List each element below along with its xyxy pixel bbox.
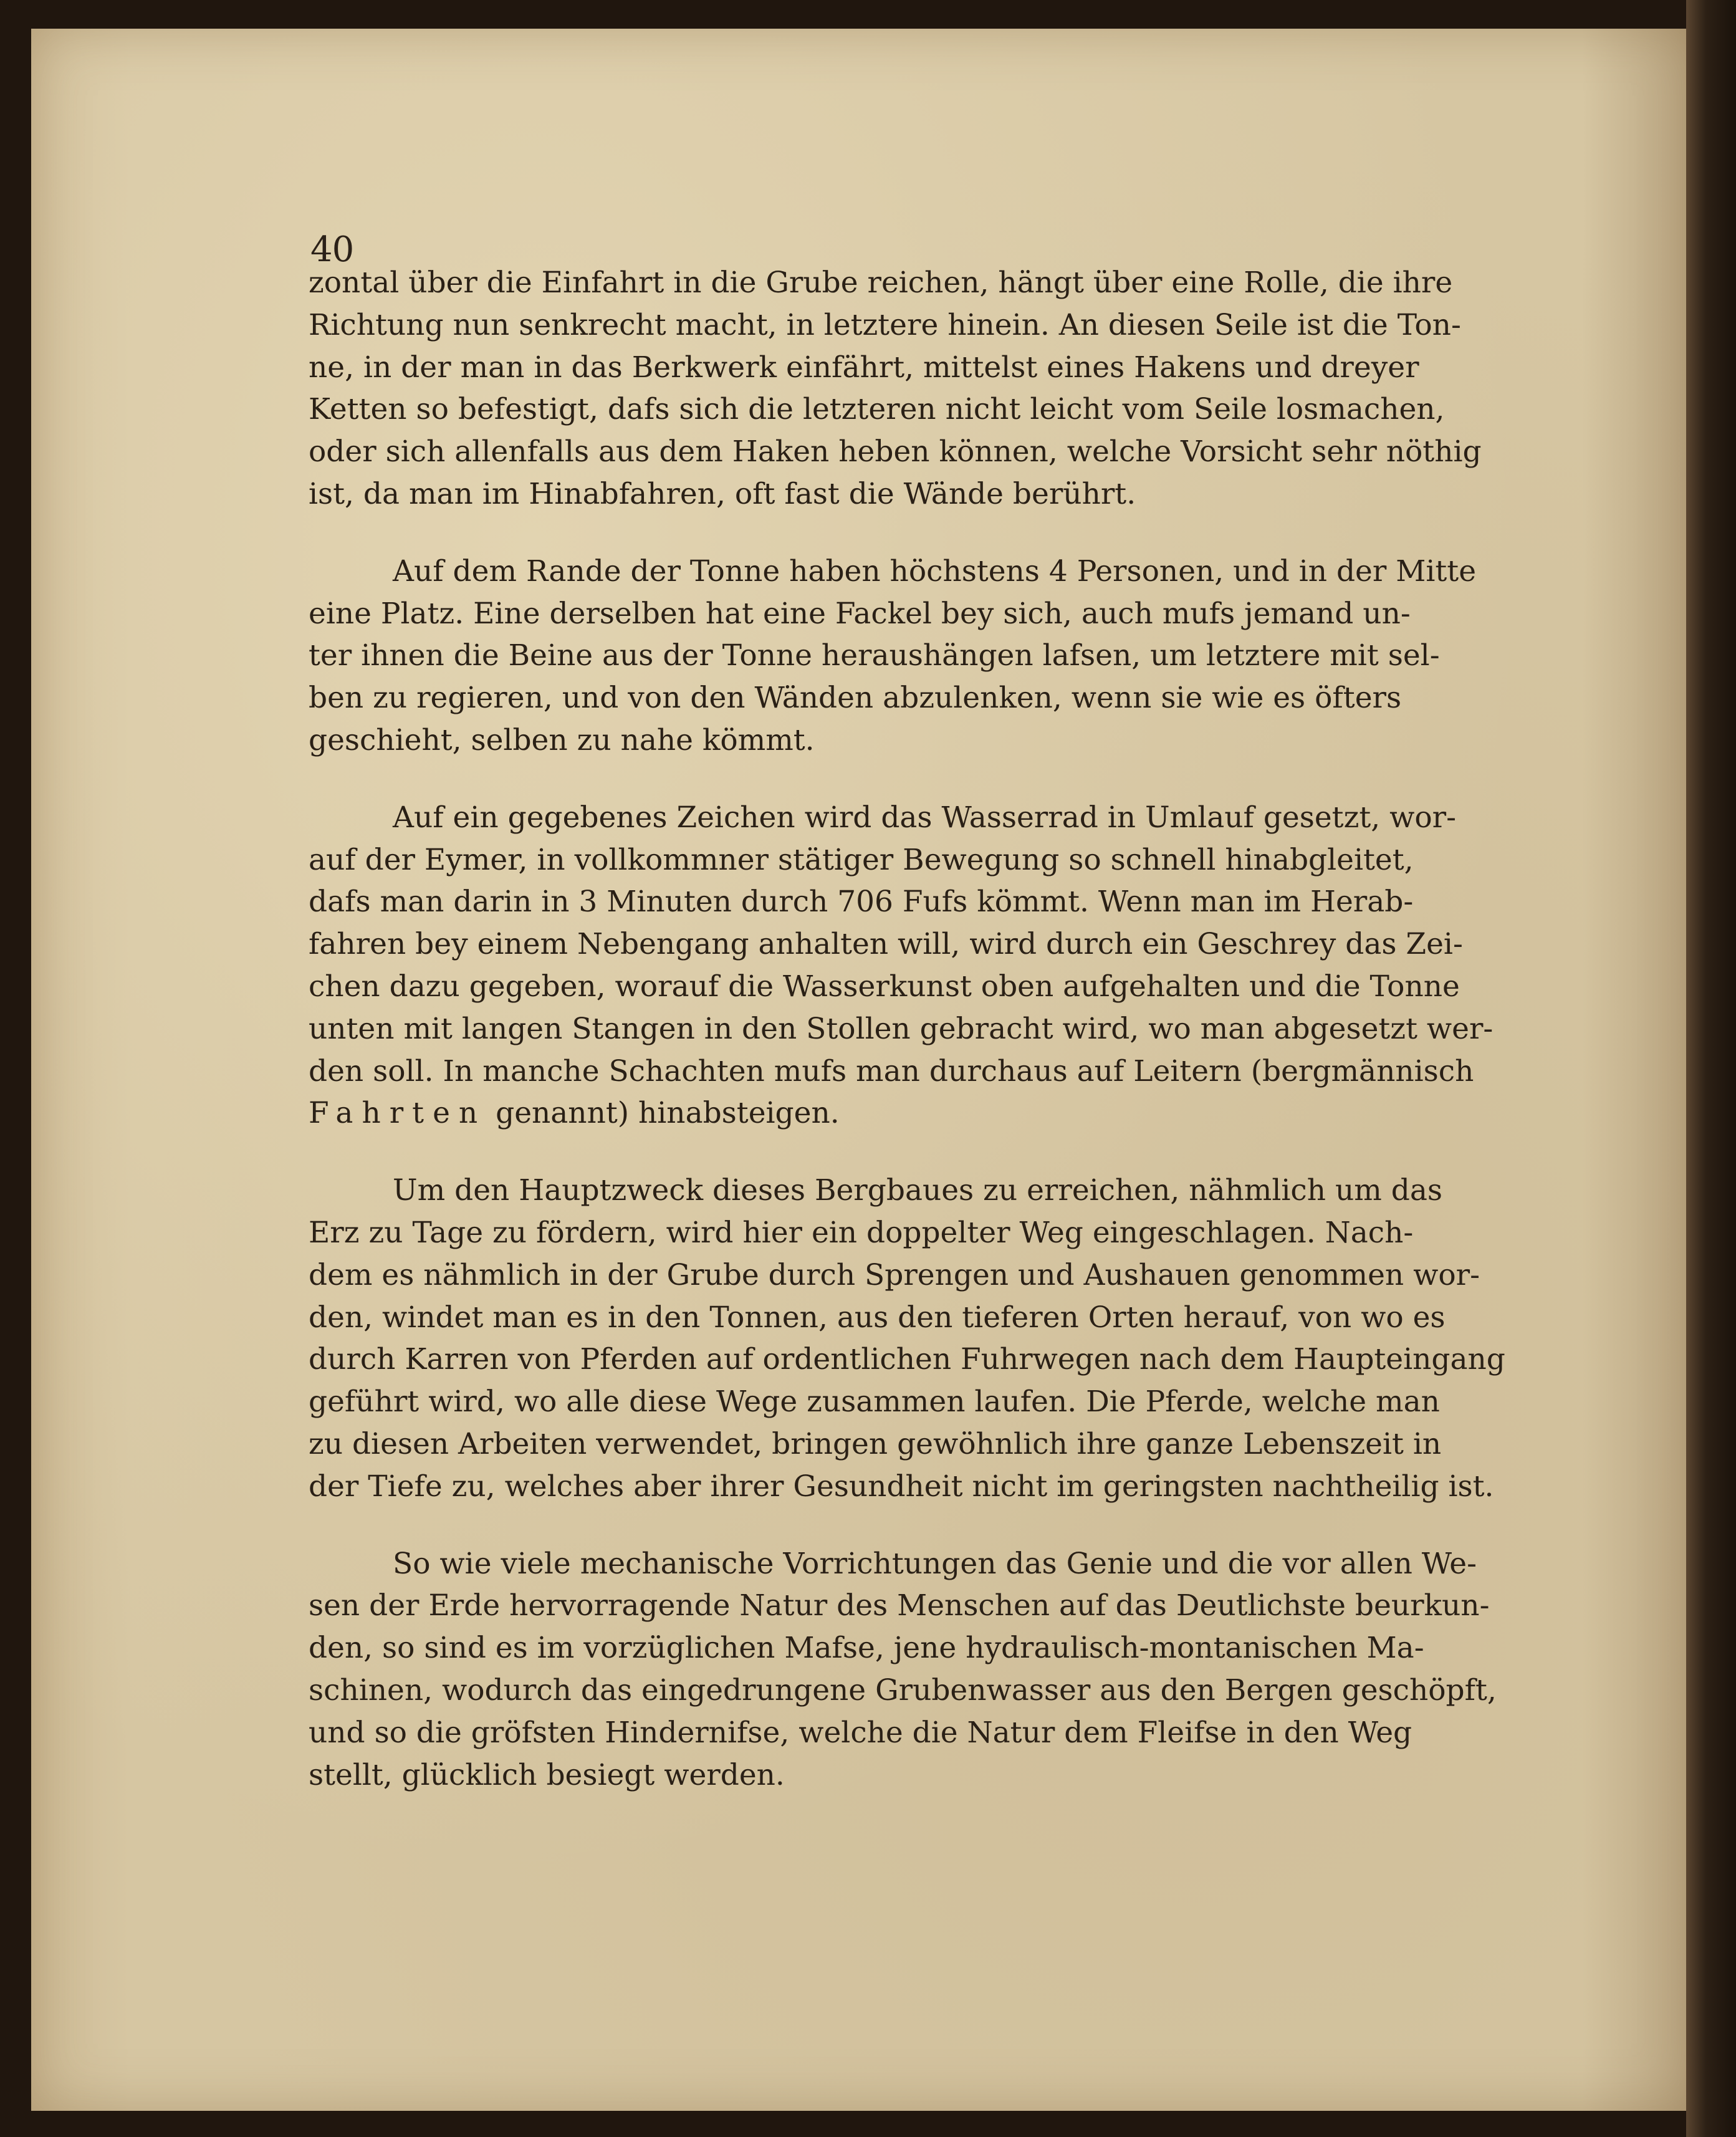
text-line: unten mit langen Stangen in den Stollen gebracht wird, wo man abgesetzt wer- (309, 1011, 1494, 1046)
text-line: ben zu regieren, und von den Wänden abzulenken, wenn sie wie es öfters (309, 681, 1402, 716)
text-line: dem es nähmlich in der Grube durch Sprengen und Aushauen genommen wor- (309, 1257, 1480, 1292)
text-line: Um den Hauptzweck dieses Bergbaues zu erreichen, nähmlich um das (393, 1173, 1442, 1208)
text-line: dafs man darin in 3 Minuten durch 706 Fufs kömmt. Wenn man im Herab- (309, 885, 1414, 920)
text-line: stellt, glücklich besiegt werden. (309, 1757, 785, 1792)
spaced-term: Fahrten (309, 1096, 487, 1131)
text-line: genannt) hinabsteigen. (496, 1096, 840, 1131)
text-line: Erz zu Tage zu fördern, wird hier ein doppelter Weg eingeschlagen. Nach- (309, 1215, 1414, 1250)
text-line: geführt wird, wo alle diese Wege zusammen laufen. Die Pferde, welche man (309, 1385, 1440, 1419)
text-line: sen der Erde hervorragende Natur des Menschen auf das Deutlichste beurkun- (309, 1588, 1490, 1623)
text-line: geschieht, selben zu nahe kömmt. (309, 723, 815, 757)
text-line: eine Platz. Eine derselben hat eine Fackel bey sich, auch mufs jemand un- (309, 596, 1411, 631)
text-line: fahren bey einem Nebengang anhalten will, wird durch ein Geschrey das Zei- (309, 927, 1463, 962)
text-line: und so die gröfsten Hindernifse, welche die Natur dem Fleifse in den Weg (309, 1715, 1412, 1750)
page-number: 40 (310, 229, 354, 270)
text-line: zontal über die Einfahrt in die Grube reichen, hängt über eine Rolle, die ihre (309, 266, 1453, 300)
text-line: Auf dem Rande der Tonne haben höchstens 4 Personen, und in der Mitte (393, 554, 1477, 588)
text-line: ter ihnen die Beine aus der Tonne heraushängen lafsen, um letztere mit sel- (309, 638, 1440, 673)
text-line: chen dazu gegeben, worauf die Wasserkunst oben aufgehalten und die Tonne (309, 969, 1460, 1004)
text-line: den, windet man es in den Tonnen, aus den tieferen Orten herauf, von wo es (309, 1300, 1446, 1335)
paragraph-5 (309, 1543, 1605, 1797)
text-line: den soll. In manche Schachten mufs man durchaus auf Leitern (bergmännisch (309, 1054, 1474, 1088)
text-line: schinen, wodurch das eingedrungene Grubenwasser aus den Bergen geschöpft, (309, 1673, 1497, 1707)
paragraph-1 (309, 262, 1605, 516)
text-line: Ketten so befestigt, dafs sich die letzteren nicht leicht vom Seile losmachen, (309, 392, 1445, 427)
paragraph-2 (309, 550, 1605, 762)
text-line: zu diesen Arbeiten verwendet, bringen gewöhnlich ihre ganze Lebenszeit in (309, 1426, 1442, 1461)
text-line: den, so sind es im vorzüglichen Mafse, jene hydraulisch-montanischen Ma- (309, 1631, 1424, 1666)
body-text (309, 262, 1605, 1796)
text-line: oder sich allenfalls aus dem Haken heben können, welche Vorsicht sehr nöthig (309, 435, 1482, 469)
text-line: ist, da man im Hinabfahren, oft fast die Wände berührt. (309, 476, 1136, 511)
text-line: Auf ein gegebenes Zeichen wird das Wasserrad in Umlauf gesetzt, wor- (393, 800, 1456, 835)
text-line: Richtung nun senkrecht macht, in letztere hinein. An diesen Seile ist die Ton- (309, 307, 1461, 342)
text-line: der Tiefe zu, welches aber ihrer Gesundheit nicht im geringsten nachtheilig ist. (309, 1469, 1494, 1504)
book-gutter (1686, 0, 1736, 2137)
paragraph-4 (309, 1169, 1605, 1507)
text-line: So wie viele mechanische Vorrichtungen das Genie und die vor allen We- (393, 1546, 1477, 1581)
text-line: ne, in der man in das Berkwerk einfährt, mittelst eines Hakens und dreyer (309, 350, 1419, 385)
paragraph-3 (309, 797, 1605, 1135)
text-line: durch Karren von Pferden auf ordentlichen Fuhrwegen nach dem Haupteingang (309, 1342, 1505, 1377)
text-line: auf der Eymer, in vollkommner stätiger Bewegung so schnell hinabgleitet, (309, 842, 1414, 877)
